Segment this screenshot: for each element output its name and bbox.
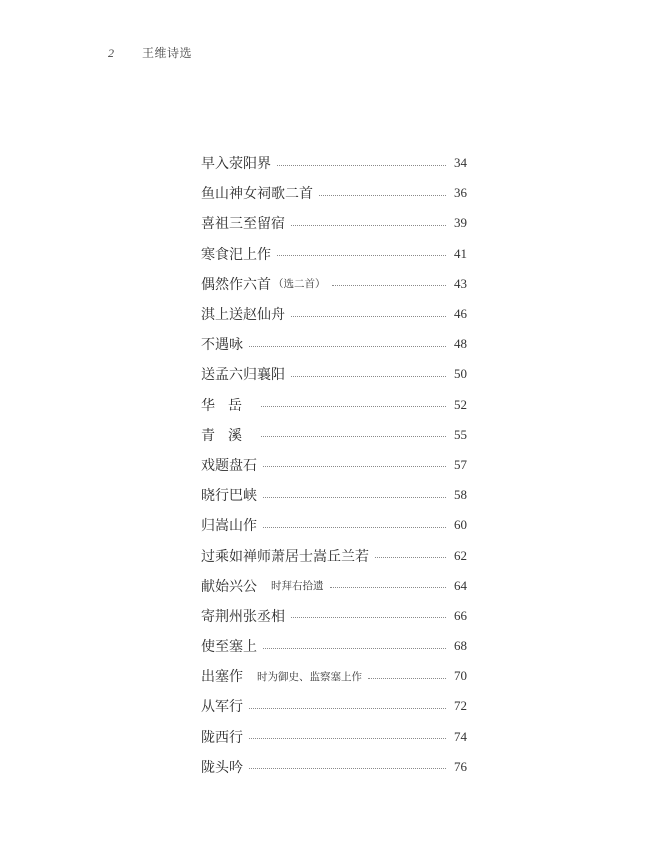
entry-page-number: 76 bbox=[454, 758, 467, 774]
dot-leader bbox=[263, 648, 446, 649]
toc-entry bbox=[201, 571, 467, 601]
dot-leader bbox=[249, 738, 446, 739]
dot-leader bbox=[261, 406, 446, 407]
entry-title: 寄荆州张丞相 bbox=[201, 608, 285, 625]
entry-title: 青溪 bbox=[201, 427, 255, 444]
entry-page-number: 70 bbox=[454, 668, 467, 684]
entry-page-number: 34 bbox=[454, 155, 467, 171]
dot-leader bbox=[319, 195, 446, 196]
toc-entry bbox=[201, 359, 467, 389]
table-of-contents bbox=[201, 148, 467, 782]
toc-entry bbox=[201, 601, 467, 631]
toc-entry bbox=[201, 148, 467, 178]
dot-leader bbox=[291, 225, 446, 226]
dot-leader bbox=[263, 497, 446, 498]
entry-title: 不遇咏 bbox=[201, 337, 243, 354]
toc-entry bbox=[201, 450, 467, 480]
dot-leader bbox=[291, 376, 446, 377]
dot-leader bbox=[249, 708, 446, 709]
toc-entry bbox=[201, 329, 467, 359]
toc-entry bbox=[201, 420, 467, 450]
entry-title: 出塞作 bbox=[201, 669, 243, 686]
entry-title: 送孟六归襄阳 bbox=[201, 367, 285, 384]
entry-title: 过乘如禅师萧居士嵩丘兰若 bbox=[201, 548, 369, 565]
entry-title: 从军行 bbox=[201, 699, 243, 716]
toc-entry bbox=[201, 691, 467, 721]
entry-page-number: 39 bbox=[454, 215, 467, 231]
entry-title: 戏题盘石 bbox=[201, 457, 257, 474]
dot-leader bbox=[277, 255, 446, 256]
dot-leader bbox=[263, 527, 446, 528]
entry-page-number: 66 bbox=[454, 607, 467, 623]
toc-entry bbox=[201, 269, 467, 299]
entry-title: 喜祖三至留宿 bbox=[201, 216, 285, 233]
toc-entry bbox=[201, 390, 467, 420]
dot-leader bbox=[277, 165, 446, 166]
entry-title: 归嵩山作 bbox=[201, 518, 257, 535]
entry-page-number: 74 bbox=[454, 728, 467, 744]
dot-leader bbox=[368, 678, 446, 679]
entry-title: 寒食汜上作 bbox=[201, 246, 271, 263]
entry-title: 陇西行 bbox=[201, 729, 243, 746]
dot-leader bbox=[375, 557, 446, 558]
dot-leader bbox=[291, 316, 446, 317]
entry-page-number: 46 bbox=[454, 306, 467, 322]
toc-entry bbox=[201, 208, 467, 238]
toc-entry bbox=[201, 752, 467, 782]
toc-entry bbox=[201, 510, 467, 540]
toc-entry bbox=[201, 178, 467, 208]
entry-note: 时为御史、监察塞上作 bbox=[257, 670, 362, 683]
dot-leader bbox=[261, 436, 446, 437]
entry-page-number: 36 bbox=[454, 185, 467, 201]
entry-title: 偶然作六首 bbox=[201, 276, 271, 293]
entry-note: （选二首） bbox=[273, 278, 326, 291]
entry-page-number: 58 bbox=[454, 487, 467, 503]
toc-entry bbox=[201, 540, 467, 570]
page-number: 2 bbox=[108, 46, 114, 60]
book-title: 王维诗选 bbox=[142, 46, 193, 60]
toc-entry bbox=[201, 722, 467, 752]
entry-title: 鱼山神女祠歌二首 bbox=[201, 186, 313, 203]
entry-page-number: 64 bbox=[454, 577, 467, 593]
entry-page-number: 43 bbox=[454, 275, 467, 291]
entry-title: 献始兴公 bbox=[201, 578, 257, 595]
entry-title: 早入荥阳界 bbox=[201, 156, 271, 173]
entry-page-number: 55 bbox=[454, 426, 467, 442]
entry-title: 晓行巴峡 bbox=[201, 488, 257, 505]
entry-note: 时拜右拾遗 bbox=[271, 580, 324, 593]
dot-leader bbox=[330, 587, 447, 588]
dot-leader bbox=[249, 768, 446, 769]
entry-title: 使至塞上 bbox=[201, 639, 257, 656]
dot-leader bbox=[332, 285, 447, 286]
dot-leader bbox=[263, 466, 446, 467]
toc-entry bbox=[201, 299, 467, 329]
entry-title: 陇头吟 bbox=[201, 759, 243, 776]
entry-title: 华岳 bbox=[201, 397, 255, 414]
entry-page-number: 48 bbox=[454, 336, 467, 352]
entry-page-number: 57 bbox=[454, 456, 467, 472]
entry-page-number: 72 bbox=[454, 698, 467, 714]
toc-entry bbox=[201, 239, 467, 269]
dot-leader bbox=[249, 346, 446, 347]
running-header bbox=[108, 44, 192, 61]
entry-page-number: 68 bbox=[454, 638, 467, 654]
toc-entry bbox=[201, 480, 467, 510]
toc-entry bbox=[201, 661, 467, 691]
entry-page-number: 50 bbox=[454, 366, 467, 382]
entry-page-number: 52 bbox=[454, 396, 467, 412]
entry-page-number: 60 bbox=[454, 517, 467, 533]
toc-entry bbox=[201, 631, 467, 661]
entry-page-number: 62 bbox=[454, 547, 467, 563]
dot-leader bbox=[291, 617, 446, 618]
entry-page-number: 41 bbox=[454, 245, 467, 261]
entry-title: 淇上送赵仙舟 bbox=[201, 307, 285, 324]
